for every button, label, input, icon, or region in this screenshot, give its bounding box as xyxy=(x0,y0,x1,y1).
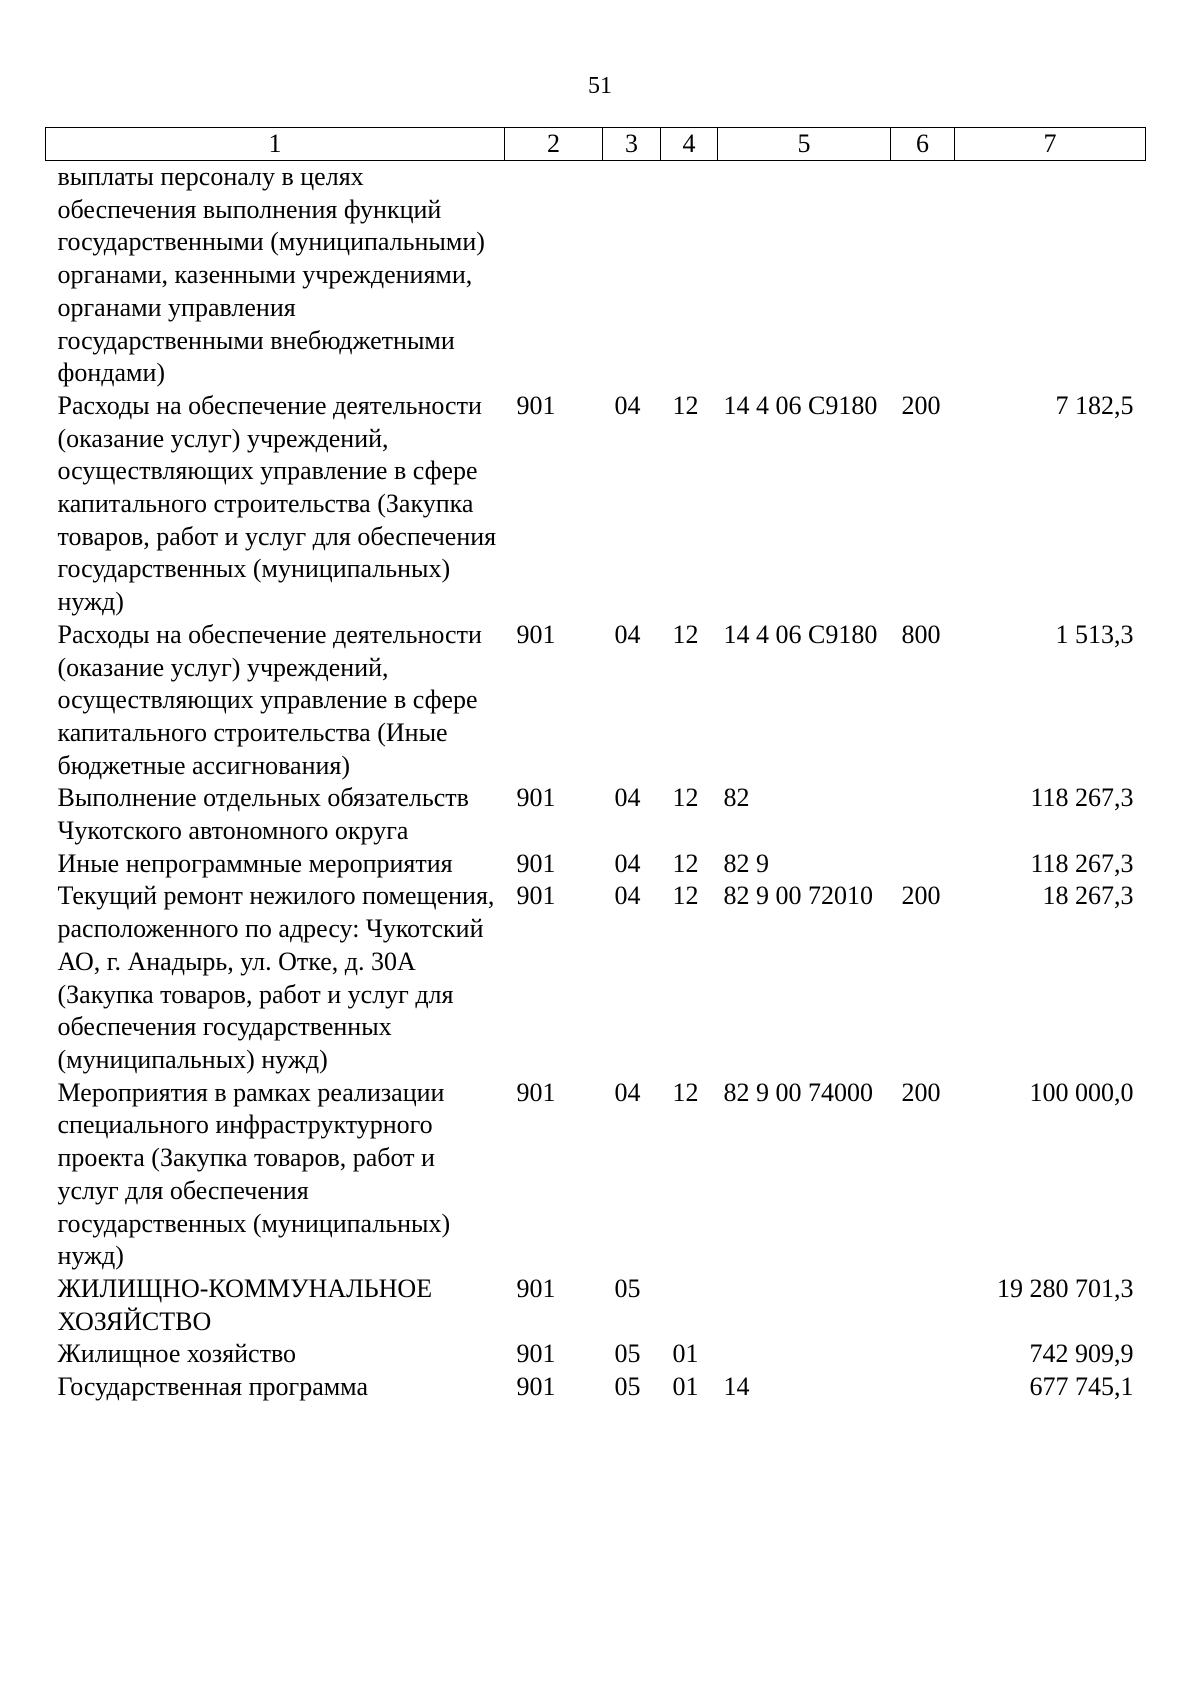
row-vr xyxy=(891,1371,955,1404)
column-header: 4 xyxy=(661,128,718,161)
column-header: 1 xyxy=(46,128,505,161)
row-pr: 12 xyxy=(672,848,699,878)
header-row xyxy=(46,128,1146,161)
row-pr: 01 xyxy=(672,1372,699,1402)
row-rz: 04 xyxy=(614,881,641,911)
table-row xyxy=(46,161,1146,390)
row-rz: 05 xyxy=(614,1372,641,1402)
row-name: выплаты персоналу в целях обеспечения выполнения функций государственными (муниципальными) органами, казенными учреждениями, органами управления государственными внебюджетными фондами) xyxy=(57,162,485,388)
row-rz xyxy=(603,161,661,390)
row-vr xyxy=(891,782,955,847)
row-gr: 901 xyxy=(516,390,556,420)
row-cs: 14 xyxy=(723,1372,750,1402)
row-sum: 742 909,9 xyxy=(1029,1339,1134,1369)
row-sum: 118 267,3 xyxy=(1030,848,1134,878)
table-row xyxy=(46,1273,1146,1338)
table-row xyxy=(46,1338,1146,1371)
row-rz: 04 xyxy=(614,783,641,813)
row-vr: 200 xyxy=(901,390,941,420)
row-sum: 677 745,1 xyxy=(1029,1372,1134,1402)
row-name: Выполнение отдельных обязательств Чукотского автономного округа xyxy=(57,783,469,846)
table-row xyxy=(46,1371,1146,1404)
row-pr xyxy=(661,1273,718,1338)
row-vr xyxy=(891,848,955,881)
row-name: Жилищное хозяйство xyxy=(57,1339,297,1369)
row-pr: 12 xyxy=(672,1077,699,1107)
table-row xyxy=(46,390,1146,619)
row-gr: 901 xyxy=(516,848,556,878)
row-rz: 05 xyxy=(614,1339,641,1369)
row-gr: 901 xyxy=(516,1077,556,1107)
row-sum: 18 267,3 xyxy=(1042,881,1134,911)
table-header xyxy=(46,128,1146,161)
row-name: Расходы на обеспечение деятельности (оказание услуг) учреждений, осуществляющих управление в сфере капитального строительства (Закупка товаров, работ и услуг для обеспечения государственных (муниципальных) нужд) xyxy=(57,390,497,617)
row-rz: 05 xyxy=(614,1273,641,1303)
row-vr: 200 xyxy=(901,1077,941,1107)
row-rz: 04 xyxy=(614,1077,641,1107)
page-number: 51 xyxy=(588,73,612,99)
row-sum: 118 267,3 xyxy=(1030,783,1134,813)
row-name: Государственная программа xyxy=(57,1372,369,1402)
row-cs: 14 4 06 С9180 xyxy=(723,619,878,649)
column-header: 6 xyxy=(891,128,955,161)
row-gr: 901 xyxy=(516,1273,556,1303)
table-row xyxy=(46,880,1146,1076)
row-rz: 04 xyxy=(614,619,641,649)
row-sum: 7 182,5 xyxy=(1055,390,1134,420)
row-gr: 901 xyxy=(516,619,556,649)
row-vr: 800 xyxy=(901,619,941,649)
row-cs: 82 9 xyxy=(723,848,769,878)
row-cs xyxy=(718,1273,891,1338)
row-pr: 01 xyxy=(672,1339,699,1369)
table-body xyxy=(46,161,1146,1404)
column-header: 2 xyxy=(505,128,603,161)
row-cs xyxy=(718,161,891,390)
row-name: Иные непрограммные мероприятия xyxy=(57,848,453,878)
row-name: ЖИЛИЩНО-КОММУНАЛЬНОЕ ХОЗЯЙСТВО xyxy=(57,1273,433,1336)
row-name: Текущий ремонт нежилого помещения, расположенного по адресу: Чукотский АО, г. Анадырь, ул. Отке, д. 30А (Закупка товаров, работ и услуг для обеспечения государственных (муниципальных) нужд) xyxy=(57,881,495,1074)
table-row xyxy=(46,782,1146,847)
row-gr: 901 xyxy=(516,783,556,813)
row-pr: 12 xyxy=(672,390,699,420)
row-rz: 04 xyxy=(614,848,641,878)
row-pr xyxy=(661,161,718,390)
table-row xyxy=(46,848,1146,881)
row-cs: 82 9 00 74000 xyxy=(723,1077,873,1107)
column-header: 5 xyxy=(718,128,891,161)
row-pr: 12 xyxy=(672,881,699,911)
row-gr xyxy=(505,161,603,390)
row-sum: 100 000,0 xyxy=(1029,1077,1134,1107)
row-gr: 901 xyxy=(516,1372,556,1402)
row-cs: 82 9 00 72010 xyxy=(723,881,873,911)
row-cs: 82 xyxy=(723,783,750,813)
row-vr: 200 xyxy=(901,881,941,911)
row-rz: 04 xyxy=(614,390,641,420)
row-name: Мероприятия в рамках реализации специального инфраструктурного проекта (Закупка товаров, работ и услуг для обеспечения государственных (муниципальных) нужд) xyxy=(57,1077,451,1271)
row-cs xyxy=(718,1338,891,1371)
budget-table xyxy=(45,127,1146,1404)
row-pr: 12 xyxy=(672,619,699,649)
column-header: 7 xyxy=(955,128,1146,161)
row-name: Расходы на обеспечение деятельности (оказание услуг) учреждений, осуществляющих управление в сфере капитального строительства (Иные бюджетные ассигнования) xyxy=(57,619,482,780)
row-pr: 12 xyxy=(672,783,699,813)
row-gr: 901 xyxy=(516,1339,556,1369)
row-gr: 901 xyxy=(516,881,556,911)
row-sum: 19 280 701,3 xyxy=(997,1273,1134,1303)
table-row xyxy=(46,619,1146,783)
table-row xyxy=(46,1077,1146,1273)
column-header: 3 xyxy=(603,128,661,161)
row-vr xyxy=(891,1338,955,1371)
row-cs: 14 4 06 С9180 xyxy=(723,390,878,420)
row-vr xyxy=(891,1273,955,1338)
row-vr xyxy=(891,161,955,390)
row-sum: 1 513,3 xyxy=(1055,619,1134,649)
row-sum xyxy=(955,161,1146,390)
